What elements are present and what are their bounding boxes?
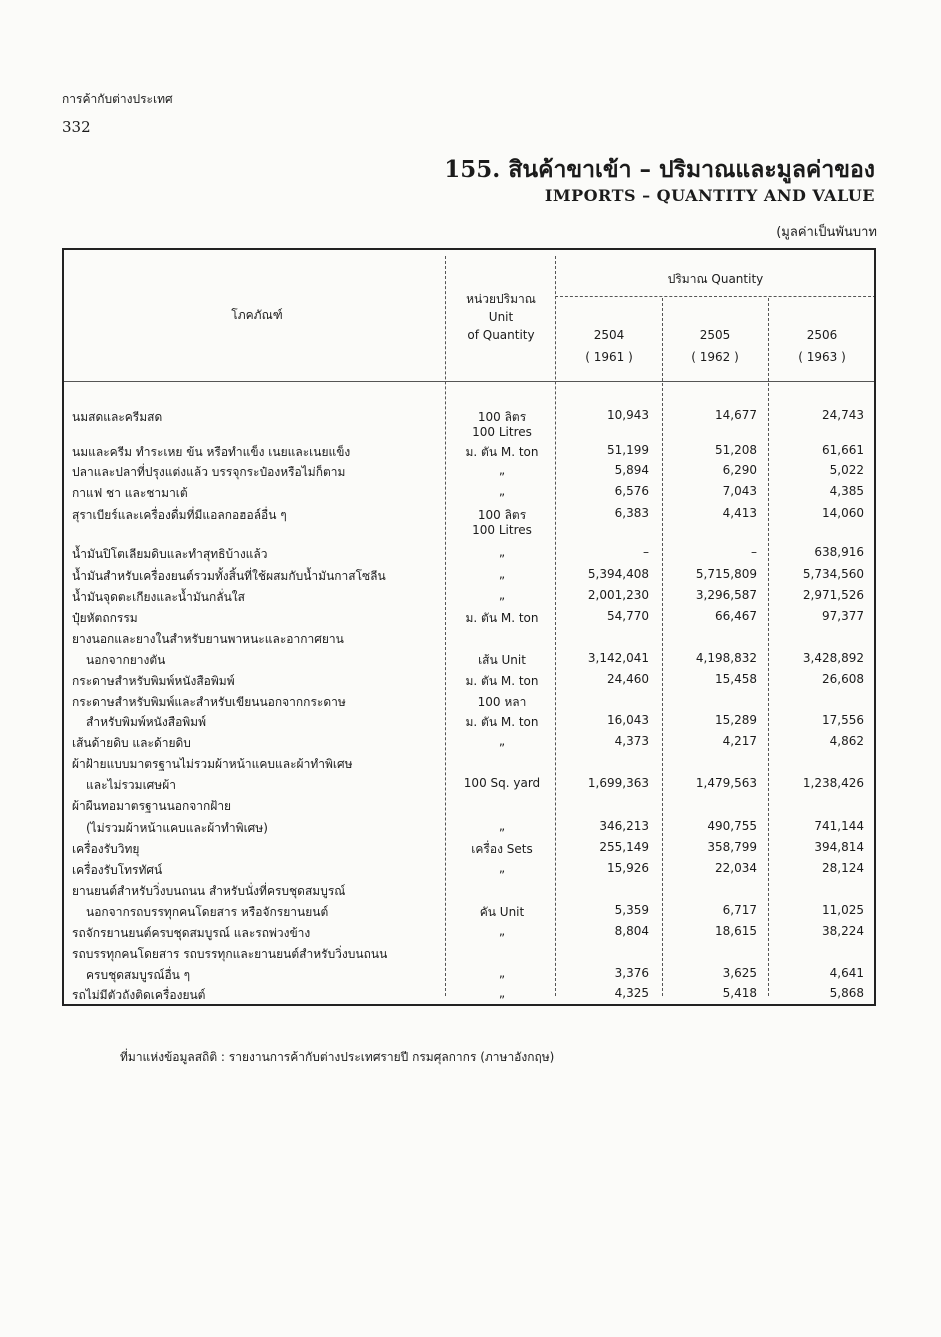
unit-cell: คัน Unit: [479, 905, 525, 919]
unit-cell: 100 ลิตร: [477, 508, 527, 522]
value-cell-1: 1,699,363: [587, 776, 649, 790]
unit-cell: เครื่อง Sets: [471, 842, 533, 856]
value-cell-1: 6,383: [614, 506, 649, 520]
table-row: [62, 840, 876, 860]
value-cell-2: 5,715,809: [695, 567, 757, 581]
value-cell-1: 346,213: [599, 819, 649, 833]
table-row: [62, 819, 876, 839]
year-ad: ( 1963 ): [798, 350, 846, 364]
header-unit: [447, 290, 555, 344]
value-cell-3: 741,144: [814, 819, 864, 833]
value-cell-1: 54,770: [607, 609, 649, 623]
unit-cell: „: [498, 986, 506, 1000]
value-cell-2: 15,458: [715, 672, 757, 686]
header-unit-en1: Unit: [488, 310, 514, 324]
commodity-cell: สุราเบียร์และเครื่องดื่มที่มีแอลกอฮอล์อื่น ๆ: [72, 508, 287, 522]
value-cell-1: 15,926: [607, 861, 649, 875]
page-number: 332: [62, 118, 91, 136]
value-cell-3: 26,608: [822, 672, 864, 686]
value-cell-1: 3,142,041: [587, 651, 649, 665]
value-cell-3: 2,971,526: [802, 588, 864, 602]
imports-table: [62, 248, 876, 1008]
header-year-2505: [665, 324, 765, 368]
table-top-rule: [62, 248, 876, 250]
value-cell-2: 51,208: [715, 443, 757, 457]
table-row: [62, 609, 876, 629]
value-cell-3: 1,238,426: [802, 776, 864, 790]
table-row: [62, 924, 876, 944]
table-row: [62, 425, 876, 445]
value-cell-3: 4,385: [829, 484, 864, 498]
table-row: [62, 693, 876, 713]
commodity-cell: รถจักรยานยนต์ครบชุดสมบูรณ์ และรถพ่วงข้าง: [72, 926, 311, 940]
value-cell-1: 255,149: [599, 840, 649, 854]
table-row: [62, 443, 876, 463]
commodity-cell: สำหรับพิมพ์หนังสือพิมพ์: [86, 715, 206, 729]
commodity-cell: เส้นด้ายดิบ และด้ายดิบ: [72, 736, 191, 750]
unit-cell: „: [498, 861, 506, 875]
unit-cell: „: [498, 924, 506, 938]
value-cell-1: 10,943: [607, 408, 649, 422]
table-row: [62, 651, 876, 671]
table-title-thai: 155. สินค้าขาเข้า – ปริมาณและมูลค่าของ: [444, 156, 875, 183]
commodity-cell: นมสดและครีมสด: [72, 410, 163, 424]
value-cell-2: 4,198,832: [695, 651, 757, 665]
table-row: [62, 545, 876, 565]
unit-cell: 100 Litres: [472, 425, 532, 439]
commodity-cell: นมและครีม ทำระเหย ข้น หรือทำแข็ง เนยและเนยแข็ง: [72, 445, 351, 459]
table-row: [62, 986, 876, 1006]
value-cell-1: –: [643, 545, 649, 559]
value-cell-2: 22,034: [715, 861, 757, 875]
value-cell-1: 5,359: [614, 903, 649, 917]
commodity-cell: กระดาษสำหรับพิมพ์และสำหรับเขียนนอกจากกระดาษ: [72, 695, 346, 709]
commodity-cell: ปลาและปลาที่ปรุงแต่งแล้ว บรรจุกระป๋องหรือไม่ก็ตาม: [72, 465, 346, 479]
header-year-2506: [772, 324, 872, 368]
table-row: [62, 523, 876, 543]
table-row: [62, 776, 876, 796]
quantity-subrule: [555, 296, 876, 297]
value-cell-3: 5,734,560: [802, 567, 864, 581]
value-cell-2: –: [751, 545, 757, 559]
header-bottom-rule: [62, 381, 876, 382]
commodity-cell: ผ้าฝ้ายแบบมาตรฐานไม่รวมผ้าหน้าแคบและผ้าทำพิเศษ: [72, 757, 353, 771]
unit-cell: „: [498, 545, 506, 559]
source-note: ที่มาแห่งข้อมูลสถิติ : รายงานการค้ากับต่างประเทศรายปี กรมศุลกากร (ภาษาอังกฤษ): [120, 1050, 555, 1064]
unit-cell: ม. ตัน M. ton: [465, 715, 539, 729]
value-cell-3: 5,022: [829, 463, 864, 477]
value-cell-3: 394,814: [814, 840, 864, 854]
header-year-2504: [559, 324, 659, 368]
year-ad: ( 1961 ): [585, 350, 633, 364]
value-cell-1: 51,199: [607, 443, 649, 457]
table-row: [62, 713, 876, 733]
value-cell-1: 4,373: [614, 734, 649, 748]
table-row: [62, 630, 876, 650]
value-cell-2: 14,677: [715, 408, 757, 422]
unit-cell: „: [498, 484, 506, 498]
table-row: [62, 861, 876, 881]
value-cell-3: 28,124: [822, 861, 864, 875]
table-row: [62, 484, 876, 504]
commodity-cell: กระดาษสำหรับพิมพ์หนังสือพิมพ์: [72, 674, 235, 688]
value-cell-3: 97,377: [822, 609, 864, 623]
value-cell-1: 5,894: [614, 463, 649, 477]
unit-cell: „: [498, 463, 506, 477]
commodity-cell: เครื่องรับโทรทัศน์: [72, 863, 163, 877]
unit-cell: „: [498, 966, 506, 980]
value-cell-2: 7,043: [722, 484, 757, 498]
value-cell-1: 5,394,408: [587, 567, 649, 581]
table-row: [62, 966, 876, 986]
commodity-cell: ครบชุดสมบูรณ์อื่น ๆ: [86, 968, 191, 982]
value-cell-2: 490,755: [707, 819, 757, 833]
value-cell-3: 4,641: [829, 966, 864, 980]
table-title-english: IMPORTS – QUANTITY AND VALUE: [544, 186, 875, 205]
value-cell-1: 24,460: [607, 672, 649, 686]
value-cell-1: 16,043: [607, 713, 649, 727]
unit-cell: „: [498, 819, 506, 833]
table-row: [62, 672, 876, 692]
commodity-cell: ผ้าผืนทอมาตรฐานนอกจากฝ้าย: [72, 799, 232, 813]
unit-cell: „: [498, 734, 506, 748]
commodity-cell: น้ำมันปิโตเลียมดิบและทำสุทธิบ้างแล้ว: [72, 547, 268, 561]
value-cell-2: 4,413: [722, 506, 757, 520]
value-cell-2: 3,296,587: [695, 588, 757, 602]
unit-cell: 100 Litres: [472, 523, 532, 537]
commodity-cell: น้ำมันจุดตะเกียงและน้ำมันกลั่นใส: [72, 590, 245, 604]
header-commodity: โภคภัณฑ์: [231, 308, 283, 322]
commodity-cell: กาแฟ ชา และชามาเต้: [72, 486, 188, 500]
value-cell-2: 1,479,563: [695, 776, 757, 790]
value-cell-3: 4,862: [829, 734, 864, 748]
value-cell-3: 638,916: [814, 545, 864, 559]
unit-cell: „: [498, 588, 506, 602]
value-cell-2: 5,418: [722, 986, 757, 1000]
value-cell-1: 8,804: [614, 924, 649, 938]
unit-cell: ม. ตัน M. ton: [465, 674, 539, 688]
running-head: การค้ากับต่างประเทศ: [62, 92, 173, 106]
header-quantity: ปริมาณ Quantity: [667, 272, 764, 286]
value-cell-2: 18,615: [715, 924, 757, 938]
header-unit-en2: of Quantity: [467, 328, 535, 342]
table-row: [62, 797, 876, 817]
year-be: 2504: [593, 328, 625, 342]
unit-cell: 100 Sq. yard: [463, 776, 541, 790]
commodity-cell: รถบรรทุกคนโดยสาร รถบรรทุกและยานยนต์สำหรับวิ่งบนถนน: [72, 947, 388, 961]
year-be: 2505: [699, 328, 731, 342]
unit-cell: „: [498, 567, 506, 581]
unit-cell: ม. ตัน M. ton: [465, 611, 539, 625]
unit-cell: 100 ลิตร: [477, 410, 527, 424]
value-cell-2: 6,717: [722, 903, 757, 917]
value-cell-2: 358,799: [707, 840, 757, 854]
table-row: [62, 588, 876, 608]
commodity-cell: และไม่รวมเศษผ้า: [86, 778, 176, 792]
commodity-cell: รถไม่มีตัวถังติดเครื่องยนต์: [72, 988, 206, 1002]
value-cell-1: 4,325: [614, 986, 649, 1000]
table-row: [62, 945, 876, 965]
value-cell-2: 6,290: [722, 463, 757, 477]
value-cell-3: 24,743: [822, 408, 864, 422]
table-row: [62, 463, 876, 483]
value-cell-3: 5,868: [829, 986, 864, 1000]
header-unit-thai: หน่วยปริมาณ: [466, 292, 536, 306]
value-cell-3: 3,428,892: [802, 651, 864, 665]
table-row: [62, 903, 876, 923]
commodity-cell: ยางนอกและยางในสำหรับยานพาหนะและอากาศยาน: [72, 632, 344, 646]
commodity-cell: (ไม่รวมผ้าหน้าแคบและผ้าทำพิเศษ): [86, 821, 268, 835]
value-cell-2: 4,217: [722, 734, 757, 748]
value-cell-3: 61,661: [822, 443, 864, 457]
unit-cell: ม. ตัน M. ton: [465, 445, 539, 459]
unit-cell: 100 หลา: [477, 695, 527, 709]
value-cell-2: 3,625: [722, 966, 757, 980]
year-ad: ( 1962 ): [691, 350, 739, 364]
value-cell-2: 66,467: [715, 609, 757, 623]
unit-cell: เส้น Unit: [478, 653, 526, 667]
value-cell-2: 15,289: [715, 713, 757, 727]
commodity-cell: นอกจากยางตัน: [86, 653, 166, 667]
value-cell-1: 2,001,230: [587, 588, 649, 602]
commodity-cell: นอกจากรถบรรทุกคนโดยสาร หรือจักรยานยนต์: [86, 905, 329, 919]
commodity-cell: ยานยนต์สำหรับวิ่งบนถนน สำหรับนั่งที่ครบชุดสมบูรณ์: [72, 884, 346, 898]
table-row: [62, 882, 876, 902]
table-row: [62, 734, 876, 754]
table-row: [62, 755, 876, 775]
value-cell-3: 11,025: [822, 903, 864, 917]
value-cell-3: 38,224: [822, 924, 864, 938]
commodity-cell: เครื่องรับวิทยุ: [72, 842, 140, 856]
value-unit-note: (มูลค่าเป็นพันบาท: [776, 225, 877, 240]
value-cell-3: 17,556: [822, 713, 864, 727]
table-row: [62, 567, 876, 587]
value-cell-1: 6,576: [614, 484, 649, 498]
commodity-cell: ปุ๋ยหัตถกรรม: [72, 611, 138, 625]
value-cell-1: 3,376: [614, 966, 649, 980]
year-be: 2506: [806, 328, 838, 342]
commodity-cell: น้ำมันสำหรับเครื่องยนต์รวมทั้งสิ้นที่ใช้ผสมกับน้ำมันกาสโซลีน: [72, 569, 386, 583]
value-cell-3: 14,060: [822, 506, 864, 520]
